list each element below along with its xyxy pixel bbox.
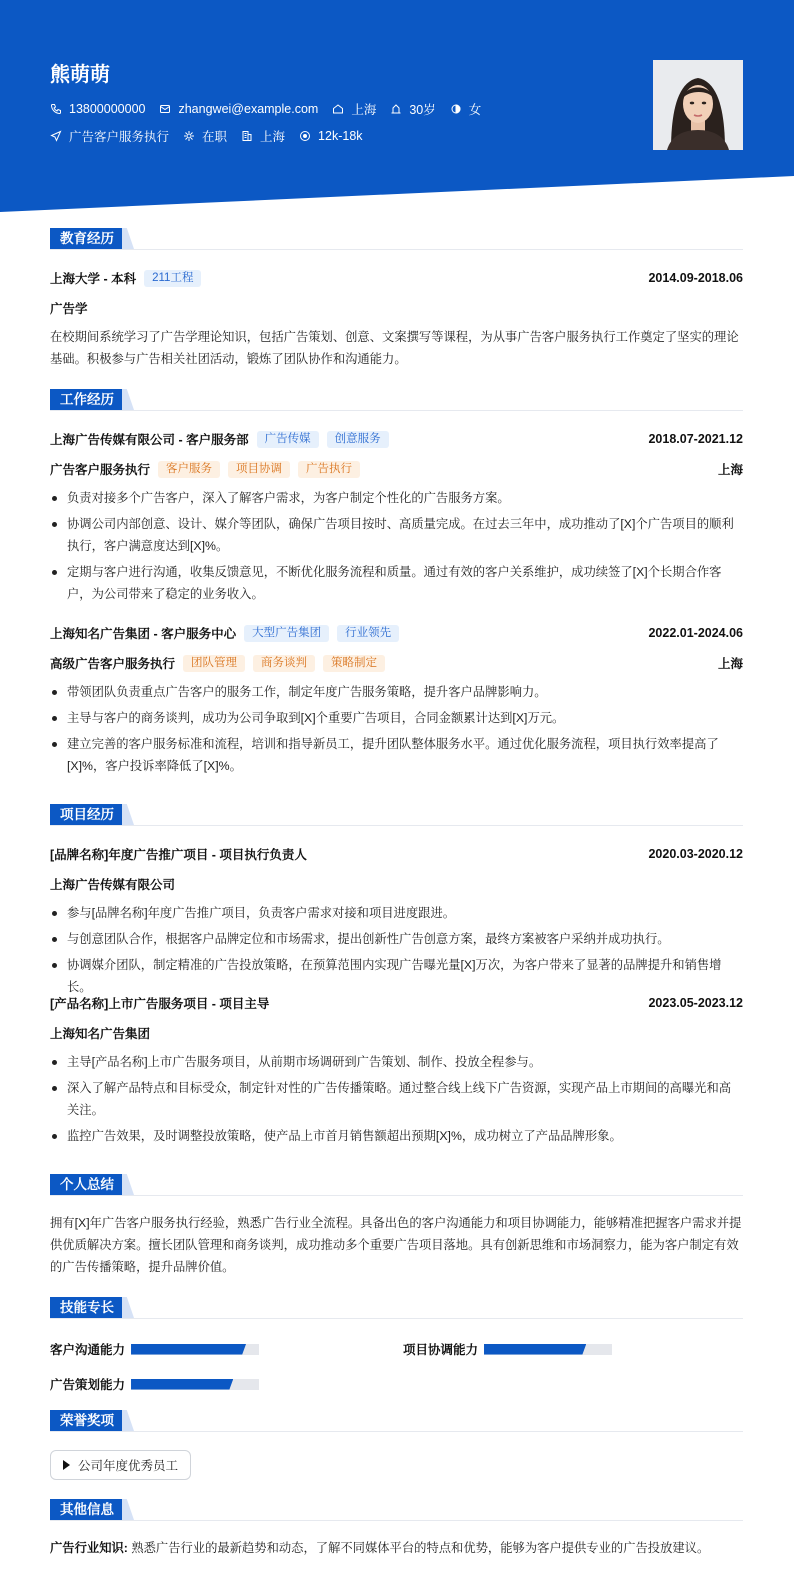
company-name: 上海知名广告集团 - 客户服务中心 [50,627,237,641]
title-decoration [122,228,134,249]
phone-icon [50,103,62,115]
education-date: 2014.09-2018.06 [648,271,743,285]
projects-header [50,804,743,826]
city-text: 上海 [351,103,377,117]
email-text: zhangwei@example.com [178,102,319,116]
triangle-icon [63,1460,70,1470]
salary-info [299,129,362,143]
project-name: [产品名称]上市广告服务项目 - 项目主导 [50,997,270,1011]
title-decoration [122,804,134,825]
summary-title: 个人总结 [50,1174,124,1195]
project-date: 2020.03-2020.12 [648,847,743,861]
job-bullets [50,681,743,781]
work-header [50,389,743,411]
list-item: 深入了解产品特点和目标受众，制定针对性的广告传播策略。通过整合线上线下广告资源，实现产品上市期间的高曝光和高关注。 [50,1077,743,1121]
salary-text: 12k-18k [318,129,363,143]
gender-info [450,100,482,118]
skill-tag: 团队管理 [183,655,245,672]
job-date: 2018.07-2021.12 [648,432,743,446]
job-company-row [50,430,743,448]
work-title: 工作经历 [50,389,124,410]
company-tag: 行业领先 [337,625,399,642]
list-item: 建立完善的客户服务标准和流程，培训和指导新员工，提升团队整体服务水平。通过优化服务流程，项目执行效率提高了[X]%，客户投诉率降低了[X]%。 [50,733,743,777]
other-header [50,1499,743,1521]
skill-item [50,1340,259,1358]
project-name-row [50,994,743,1012]
skill-bar-fill [131,1379,233,1390]
age-text: 30岁 [409,103,436,117]
company-tag: 广告传媒 [257,431,319,448]
summary-section [50,1174,743,1274]
award-text: 公司年度优秀员工 [78,1459,179,1473]
other-section [50,1499,743,1555]
other-label: 广告行业知识: [50,1541,128,1555]
company-name: 上海广告传媒有限公司 - 客户服务部 [50,433,249,447]
project-org: 上海广告传媒有限公司 [50,878,176,892]
email-info [159,102,318,116]
gender-text: 女 [468,103,482,117]
awards-section [50,1410,743,1473]
skill-bar-fill [484,1344,586,1355]
award-item [50,1450,191,1480]
company-tag: 创意服务 [327,431,389,448]
education-description: 在校期间系统学习了广告学理论知识，包括广告策划、创意、文案撰写等课程，为从事广告客户服务执行工作奠定了坚实的理论基础。积极参与广告相关社团活动，锻炼了团队协作和沟通能力。 [50,330,739,366]
project-name: [品牌名称]年度广告推广项目 - 项目执行负责人 [50,848,307,862]
title-decoration [122,1297,134,1318]
mail-icon [159,103,171,115]
status-text: 在职 [202,130,228,144]
list-item: 参与[品牌名称]年度广告推广项目，负责客户需求对接和项目进度跟进。 [50,902,743,924]
education-header [50,228,743,250]
work-section [50,389,743,773]
gender-icon [450,103,462,115]
other-info-line [50,1537,743,1559]
target-job-info [50,127,169,145]
list-item: 主导与客户的商务谈判，成功为公司争取到[X]个重要广告项目，合同金额累计达到[X]万元。 [50,707,743,729]
status-info [183,127,227,145]
skill-name: 项目协调能力 [403,1343,479,1357]
list-item: 带领团队负责重点广告客户的服务工作，制定年度广告服务策略，提升客户品牌影响力。 [50,681,743,703]
skill-bar [484,1344,612,1355]
target-job-text: 广告客户服务执行 [69,130,170,144]
summary-text: 拥有[X]年广告客户服务执行经验，熟悉广告行业全流程。具备出色的客户沟通能力和项目协调能力，能够精准把握客户需求并提供优质解决方案。擅长团队管理和商务谈判，成功推动多个重要广告项目落地。具有创新思维和市场洞察力，能为客户制定有效的广告传播策略，提升品牌价值。 [50,1216,742,1274]
projects-section [50,804,743,1143]
major-name: 广告学 [50,302,88,316]
skill-tag: 策略制定 [323,655,385,672]
skill-item [50,1375,259,1393]
other-title: 其他信息 [50,1499,124,1520]
position-name: 广告客户服务执行 [50,463,151,477]
salary-icon [299,130,311,142]
project-org: 上海知名广告集团 [50,1027,151,1041]
skills-title: 技能专长 [50,1297,124,1318]
project-bullets [50,902,743,1002]
title-decoration [122,1410,134,1431]
title-decoration [122,1499,134,1520]
title-decoration [122,1174,134,1195]
list-item: 负责对接多个广告客户，深入了解客户需求，为客户制定个性化的广告服务方案。 [50,487,743,509]
skill-tag: 项目协调 [228,461,290,478]
skill-item [403,1340,612,1358]
phone-text: 13800000000 [69,102,146,116]
skill-name: 广告策划能力 [50,1378,126,1392]
skill-tag: 商务谈判 [253,655,315,672]
age-info [390,100,435,118]
awards-title: 荣誉奖项 [50,1410,124,1431]
job-date: 2022.01-2024.06 [648,626,743,640]
job-position-row [50,460,743,478]
list-item: 协调公司内部创意、设计、媒介等团队，确保广告项目按时、高质量完成。在过去三年中，成功推动了[X]个广告项目的顺利执行，客户满意度达到[X]%。 [50,513,743,557]
candidate-name: 熊萌萌 [50,64,110,86]
education-title: 教育经历 [50,228,124,249]
contact-row [50,100,495,118]
job-location: 上海 [717,657,743,671]
school-name: 上海大学 - 本科 [50,272,137,286]
list-item: 监控广告效果，及时调整投放策略，使产品上市首月销售额超出预期[X]%，成功树立了产品品牌形象。 [50,1125,743,1147]
gear-icon [183,130,195,142]
list-item: 主导[产品名称]上市广告服务项目，从前期市场调研到广告策划、制作、投放全程参与。 [50,1051,743,1073]
skill-tag: 广告执行 [298,461,360,478]
avatar-portrait-icon [653,60,743,150]
project-org-row [50,1024,743,1042]
phone-info [50,102,145,116]
school-tag: 211工程 [144,270,201,287]
city-info [332,100,376,118]
job-company-row [50,624,743,642]
project-date: 2023.05-2023.12 [648,996,743,1010]
awards-header [50,1410,743,1432]
target-city-text: 上海 [260,130,286,144]
skill-bar-fill [131,1344,246,1355]
title-decoration [122,389,134,410]
job-position-row [50,654,743,672]
building-icon [241,130,253,142]
skill-name: 客户沟通能力 [50,1343,126,1357]
education-section [50,228,743,366]
list-item: 与创意团队合作，根据客户品牌定位和市场需求，提出创新性广告创意方案，最终方案被客户采纳并成功执行。 [50,928,743,950]
skills-section [50,1297,743,1392]
send-icon [50,130,62,142]
skill-tag: 客户服务 [158,461,220,478]
company-tag: 大型广告集团 [244,625,329,642]
position-name: 高级广告客户服务执行 [50,657,176,671]
project-org-row [50,875,743,893]
home-icon [332,103,344,115]
age-icon [390,103,402,115]
education-row [50,269,743,287]
project-bullets [50,1051,743,1151]
list-item: 协调媒介团队，制定精准的广告投放策略，在预算范围内实现广告曝光量[X]万次，为客户带来了显著的品牌提升和销售增长。 [50,954,743,998]
project-name-row [50,845,743,863]
other-text: 熟悉广告行业的最新趋势和动态，了解不同媒体平台的特点和优势，能够为客户提供专业的广告投放建议。 [131,1541,710,1555]
job-intent-row [50,127,377,145]
projects-title: 项目经历 [50,804,124,825]
job-location: 上海 [717,463,743,477]
target-city-info [241,127,285,145]
skill-bar [131,1379,259,1390]
avatar-photo [653,60,743,150]
summary-header [50,1174,743,1196]
skills-header [50,1297,743,1319]
job-bullets [50,487,743,609]
skill-bar [131,1344,259,1355]
major-row [50,299,743,317]
list-item: 定期与客户进行沟通，收集反馈意见，不断优化服务流程和质量。通过有效的客户关系维护，成功续签了[X]个长期合作客户，为公司带来了稳定的业务收入。 [50,561,743,605]
